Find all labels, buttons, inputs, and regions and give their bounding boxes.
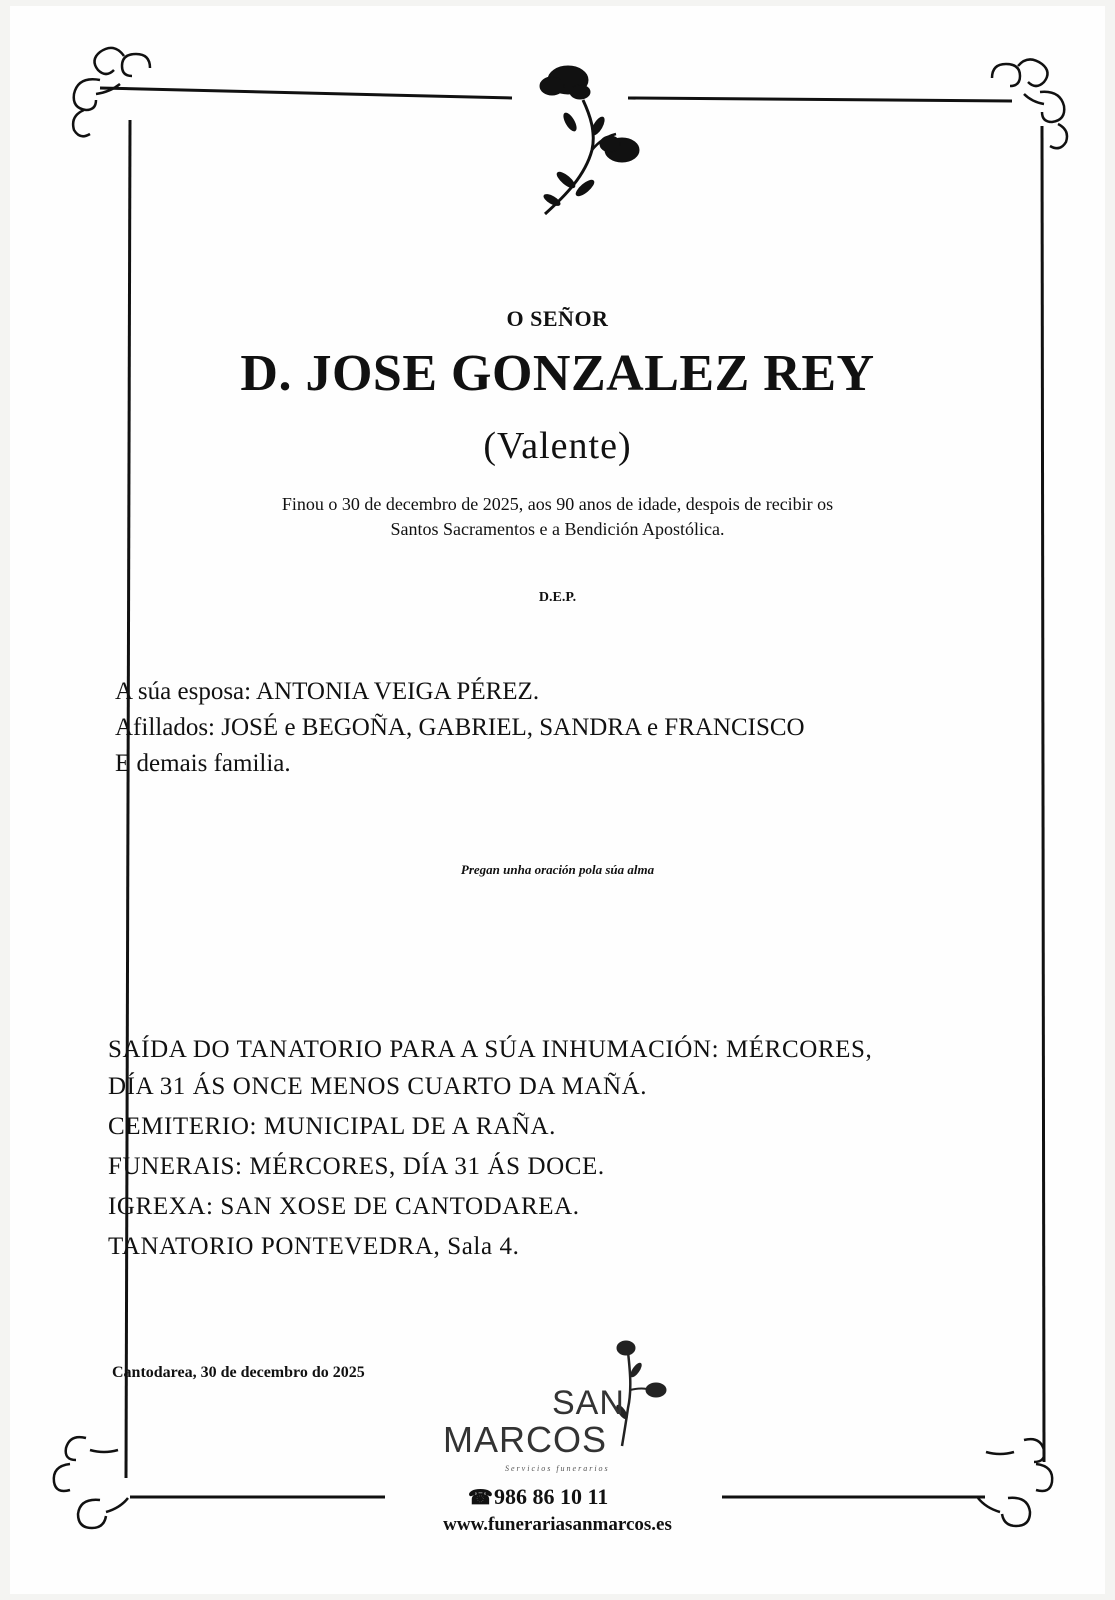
dep-label: D.E.P. bbox=[538, 590, 577, 605]
family-line-spouse: A súa esposa: ANTONIA VEIGA PÉREZ. bbox=[115, 678, 540, 705]
detail-line-funeral: FUNERAIS: MÉRCORES, DÍA 31 ÁS DOCE. bbox=[108, 1153, 605, 1180]
logo-text-marcos: MARCOS bbox=[443, 1419, 608, 1460]
deceased-nickname: (Valente) bbox=[483, 425, 632, 467]
rose-icon bbox=[540, 66, 639, 214]
website-link[interactable]: www.funerariasanmarcos.es bbox=[443, 1514, 672, 1535]
scroll-flourish-icon bbox=[73, 48, 150, 136]
telephone-icon: ☎ bbox=[468, 1487, 493, 1509]
title-prefix: O SEÑOR bbox=[506, 306, 609, 331]
phone-number: 986 86 10 11 bbox=[494, 1484, 609, 1509]
frame-lines bbox=[100, 88, 1044, 1497]
detail-line-departure: SAÍDA DO TANATORIO PARA A SÚA INHUMACIÓN: MÉRCORES, bbox=[108, 1036, 873, 1063]
logo-subtitle: Servicios funerarios bbox=[505, 1464, 610, 1473]
deceased-name: D. JOSE GONZALEZ REY bbox=[240, 345, 875, 402]
detail-line-cemetery: CEMITERIO: MUNICIPAL DE A RAÑA. bbox=[108, 1113, 557, 1140]
scroll-flourish-icon bbox=[978, 1439, 1052, 1526]
family-line-godchildren: Afillados: JOSÉ e BEGOÑA, GABRIEL, SANDRA e FRANCISCO bbox=[115, 714, 805, 741]
scroll-flourish-icon bbox=[992, 59, 1067, 148]
prayer-request: Pregan unha oración pola súa alma bbox=[460, 862, 655, 877]
death-notice-line: Finou o 30 de decembro de 2025, aos 90 anos de idade, despois de recibir os bbox=[281, 494, 834, 514]
phone-contact bbox=[468, 1484, 608, 1510]
detail-line-funeral-home: TANATORIO PONTEVEDRA, Sala 4. bbox=[108, 1233, 520, 1260]
family-line-others: E demais familia. bbox=[115, 750, 291, 777]
detail-line-church: IGREXA: SAN XOSE DE CANTODAREA. bbox=[108, 1193, 580, 1220]
detail-line-departure-time: DÍA 31 ÁS ONCE MENOS CUARTO DA MAÑÁ. bbox=[108, 1073, 648, 1100]
place-and-date: Cantodarea, 30 de decembro do 2025 bbox=[112, 1364, 365, 1381]
death-notice-line: Santos Sacramentos e a Bendición Apostólica. bbox=[390, 519, 725, 539]
logo-text-san: SAN bbox=[552, 1384, 625, 1422]
